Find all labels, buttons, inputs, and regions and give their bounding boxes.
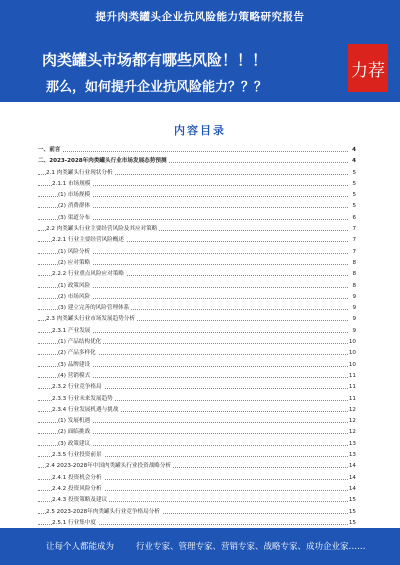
- toc-entry-page: 6: [351, 213, 356, 224]
- toc-entry[interactable]: [38, 337, 356, 348]
- toc-entry-page: 5: [351, 190, 356, 201]
- toc-entry-text: 2.5 2023-2028年肉类罐头行业竞争格局分析: [46, 507, 162, 518]
- toc-entry-text: 2.4 2023-2028年中国肉类罐头行业投资战略分析: [46, 461, 173, 472]
- toc-entry-text: (1) 发展机遇: [58, 416, 92, 427]
- toc-entry-page: 4: [351, 156, 356, 167]
- toc-entry-text: (2) 应对策略: [58, 258, 92, 269]
- toc-entry[interactable]: [38, 484, 356, 495]
- toc-entry-text: 2.3.2 行业竞争格局: [52, 382, 104, 393]
- toc-entry-page: 15: [348, 507, 356, 518]
- toc-entry[interactable]: [38, 314, 356, 325]
- toc-entry-page: 9: [351, 303, 356, 314]
- toc-entry-page: 9: [351, 314, 356, 325]
- toc-entry[interactable]: [38, 427, 356, 438]
- toc-entry-text: (2) 产品多样化: [58, 348, 98, 359]
- toc-entry-page: 14: [348, 461, 356, 472]
- toc-entry-text: (2) 市场风险: [58, 292, 92, 303]
- toc-entry-page: 9: [351, 292, 356, 303]
- toc-entry[interactable]: [38, 360, 356, 371]
- toc-entry-page: 12: [348, 405, 356, 416]
- toc-entry-text: 2.2 肉类罐头行业主要经营风险及其应对策略: [46, 224, 159, 235]
- toc-entry[interactable]: [38, 213, 356, 224]
- toc-entry-page: 10: [348, 337, 356, 348]
- toc-leader-dots: [38, 151, 348, 152]
- toc-entry[interactable]: [38, 292, 356, 303]
- toc-entry-text: 2.5.1 行业集中度: [52, 518, 98, 529]
- toc-entry[interactable]: [38, 348, 356, 359]
- toc-entry[interactable]: [38, 247, 356, 258]
- toc-entry-text: 2.1.1 市场规模: [52, 179, 92, 190]
- footer-slogan: 让每个人都能成为: [46, 542, 115, 552]
- toc-entry-page: 14: [348, 484, 356, 495]
- toc-entry-text: 2.2.2 行业重点风险应对策略: [52, 269, 126, 280]
- toc-title: 内容目录: [174, 124, 226, 137]
- toc-entry-text: 2.4.1 投资机会分析: [52, 473, 104, 484]
- toc-entry[interactable]: [38, 461, 356, 472]
- toc-entry-page: 13: [348, 439, 356, 450]
- toc-entry-page: 15: [348, 495, 356, 506]
- toc-entry-page: 11: [348, 371, 356, 382]
- footer-tagline: 行业专家、管理专家、营销专家、战略专家、成功企业家……: [136, 542, 366, 552]
- toc-entry-page: 7: [351, 235, 356, 246]
- toc-entry-text: 2.3 肉类罐头行业市场发展趋势分析: [46, 314, 137, 325]
- toc-entry-text: 2.3.5 行业投资前景: [52, 450, 104, 461]
- toc-entry[interactable]: [38, 394, 356, 405]
- toc-entry-text: (3) 渠道分布: [58, 213, 92, 224]
- toc-entry-page: 10: [348, 348, 356, 359]
- toc-entry[interactable]: [38, 156, 356, 167]
- toc-entry[interactable]: [38, 224, 356, 235]
- toc-entry-text: (1) 风险分析: [58, 247, 92, 258]
- toc-entry[interactable]: [38, 168, 356, 179]
- toc-entry-text: 2.4.3 投资策略及建议: [52, 495, 109, 506]
- toc-entry-page: 12: [348, 427, 356, 438]
- toc-entry-page: 11: [348, 382, 356, 393]
- banner-headline: 肉类罐头市场都有哪些风险！！！: [42, 51, 268, 69]
- toc-entry-text: 二、2023-2028年肉类罐头行业市场发展态势预测: [38, 156, 169, 167]
- toc-entry-text: (3) 建立完善的风险管理体系: [58, 303, 131, 314]
- toc-entry-page: 8: [351, 258, 356, 269]
- toc-entry-text: (2) 消费群体: [58, 201, 92, 212]
- toc-entry-text: 2.1 肉类罐头行业现状分析: [46, 168, 115, 179]
- toc-entry[interactable]: [38, 507, 356, 518]
- footer-bar: [0, 528, 400, 565]
- toc-entry[interactable]: [38, 371, 356, 382]
- toc-entry[interactable]: [38, 473, 356, 484]
- toc-entry[interactable]: [38, 439, 356, 450]
- toc-entry[interactable]: [38, 179, 356, 190]
- hero-banner: [0, 38, 400, 102]
- toc-entry-page: 9: [351, 326, 356, 337]
- toc-entry-text: (1) 产品结构优化: [58, 337, 103, 348]
- toc-entry[interactable]: [38, 382, 356, 393]
- toc-entry[interactable]: [38, 235, 356, 246]
- table-of-contents: [38, 145, 356, 540]
- toc-entry[interactable]: [38, 303, 356, 314]
- toc-entry[interactable]: [38, 281, 356, 292]
- toc-entry[interactable]: [38, 269, 356, 280]
- toc-entry-page: 7: [351, 247, 356, 258]
- toc-entry-page: 8: [351, 269, 356, 280]
- toc-entry[interactable]: [38, 495, 356, 506]
- toc-entry-page: 4: [351, 145, 356, 156]
- toc-entry-page: 10: [348, 360, 356, 371]
- toc-entry[interactable]: [38, 201, 356, 212]
- toc-entry[interactable]: [38, 190, 356, 201]
- toc-entry-page: 12: [348, 416, 356, 427]
- toc-entry-page: 14: [348, 473, 356, 484]
- toc-entry-page: 7: [351, 224, 356, 235]
- report-header: [0, 0, 400, 38]
- toc-entry-text: 一、前言: [38, 145, 62, 156]
- toc-entry-page: 13: [348, 450, 356, 461]
- toc-entry-text: (1) 市场规模: [58, 190, 92, 201]
- toc-entry-text: (3) 品牌建设: [58, 360, 92, 371]
- toc-entry-page: 15: [348, 518, 356, 529]
- toc-entry[interactable]: [38, 416, 356, 427]
- brand-logo: 力荐: [348, 44, 388, 92]
- banner-subheadline: 那么，如何提升企业抗风险能力？？？: [46, 80, 268, 95]
- toc-entry-text: 2.3.3 行业未来发展趋势: [52, 394, 115, 405]
- toc-entry[interactable]: [38, 258, 356, 269]
- toc-entry-text: 2.2.1 行业主要经营风险概述: [52, 235, 126, 246]
- toc-entry-page: 5: [351, 201, 356, 212]
- toc-entry[interactable]: [38, 145, 356, 156]
- toc-entry-text: (4) 营销模式: [58, 371, 92, 382]
- toc-entry-text: 2.4.2 投资风险分析: [52, 484, 104, 495]
- toc-entry[interactable]: [38, 326, 356, 337]
- toc-entry-text: (2) 面临挑战: [58, 427, 92, 438]
- toc-entry-page: 5: [351, 168, 356, 179]
- toc-entry-page: 11: [348, 394, 356, 405]
- toc-entry-text: 2.3.1 产业发展: [52, 326, 92, 337]
- toc-entry-page: 5: [351, 179, 356, 190]
- toc-entry-page: 8: [351, 281, 356, 292]
- toc-entry-text: (3) 政策建议: [58, 439, 92, 450]
- toc-entry-text: (1) 政策风险: [58, 281, 92, 292]
- toc-entry[interactable]: [38, 450, 356, 461]
- report-title: 提升肉类罐头企业抗风险能力策略研究报告: [95, 11, 305, 23]
- toc-entry[interactable]: [38, 405, 356, 416]
- toc-entry-text: 2.3.4 行业发展机遇与挑战: [52, 405, 120, 416]
